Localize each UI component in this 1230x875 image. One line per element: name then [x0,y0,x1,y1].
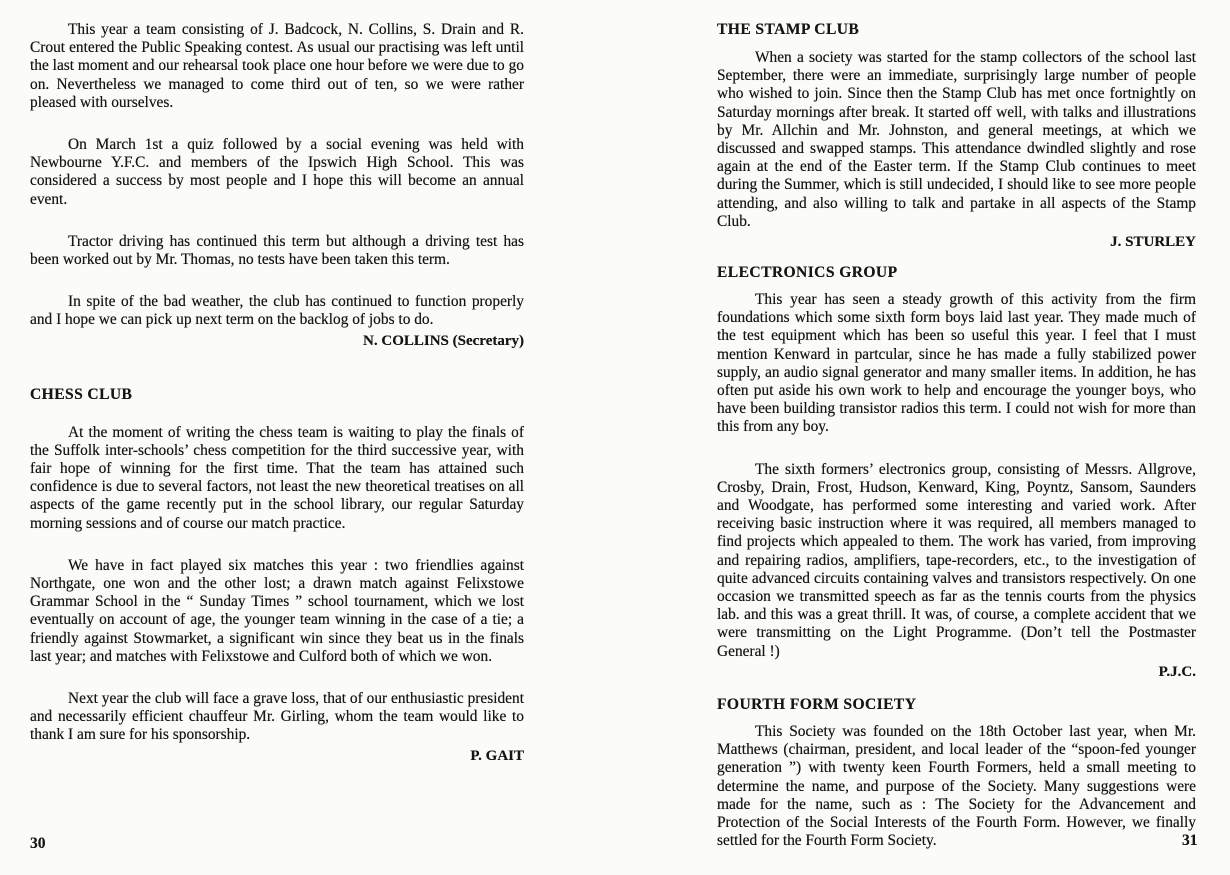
paragraph: Tractor driving has continued this term but although a driving test has been worked out by Mr. Thomas, no tests have been taken this term. [30,232,524,269]
signature: P.J.C. [1158,663,1196,680]
paragraph: We have in fact played six matches this year : two friendlies against Northgate, one won and the other lost; a drawn match against Felixstowe Grammar School in the “ Sunday Times ” school tournament, which we lost eventually on account of age, the younger team winning in the case of a tie; a friendly against Stowmarket, a significant win since they beat us in the finals last year; and matches with Felixstowe and Culford both of which we won. [30,556,524,665]
paragraph: In spite of the bad weather, the club has continued to function properly and I hope we can pick up next term on the backlog of jobs to do. [30,293,524,329]
signature: N. COLLINS (Secretary) [363,332,524,349]
page-right [717,21,1196,850]
signature: P. GAIT [470,747,524,764]
paragraph: When a society was started for the stamp collectors of the school last September, there were an immediate, surprisingly large number of people who wished to join. Since then the Stamp Club has met once fortnightly on Saturday mornings after break. It started off well, with talks and illustrations by Mr. Allchin and Mr. Johnston, and general meetings, at which we discussed and swapped stamps. This attendance dwindled slightly and rose again at the end of the Easter term. If the Stamp Club continues to meet during the Summer, which is still undecided, I should like to see more people attending, and also willing to talk and partake in all aspects of the Stamp Club. [717,49,1196,230]
page-number: 30 [30,835,46,852]
section-heading-stamp-club: THE STAMP CLUB [717,21,860,38]
section-heading-fourth-form-society: FOURTH FORM SOCIETY [717,695,917,713]
signature: J. STURLEY [1110,234,1196,251]
paragraph: The sixth formers’ electronics group, consisting of Messrs. Allgrove, Crosby, Drain, Frost, Hudson, Kenward, King, Poyntz, Sansom, Saunders and Woodgate, has performed some interesting and varied work. After receiving basic instruction where it was required, all members managed to find projects which appealed to them. The work has varied, from improving and repairing radios, amplifiers, tape-recorders, etc., to the investigation of quite advanced circuits containing valves and transistors respectively. On one occasion we transmitted speech as far as the tennis courts from the physics lab. and this was a great thrill. It was, of course, a complete accident that we were transmitting on the Light Programme. (Don’t tell the Postmaster General !) [717,460,1196,660]
page-left [30,21,524,765]
paragraph: This Society was founded on the 18th October last year, when Mr. Matthews (chairman, president, and local leader of the “spoon-fed younger generation ”) with twenty keen Fourth Formers, held a small meeting to determine the name, and purpose of the Society. Many suggestions were made for the name, such as : The Society for the Advancement and Protection of the Social Interests of the Fourth Form. However, we finally settled for the Fourth Form Society. [717,722,1196,850]
paragraph: Next year the club will face a grave loss, that of our enthusiastic president and necessarily efficient chauffeur Mr. Girling, whom the team would like to thank I am sure for his sponsorship. [30,690,524,744]
paragraph: This year has seen a steady growth of this activity from the firm foundations which some sixth form boys laid last year. They made much of the test equipment which has been so useful this year. I feel that I must mention Kenward in partcular, since he has made a fully stabilized power supply, an audio signal generator and many smaller items. In addition, he has often put aside his own work to help and encourage the younger boys, who have been building transistor radios this term. I could not wish for more than this from any boy. [717,291,1196,436]
paragraph: This year a team consisting of J. Badcock, N. Collins, S. Drain and R. Crout entered the Public Speaking contest. As usual our practising was left until the last moment and our rehearsal took place one hour before we were due to go on. Nevertheless we managed to come third out of ten, so we were rather pleased with ourselves. [30,21,524,111]
paragraph: On March 1st a quiz followed by a social evening was held with Newbourne Y.F.C. and members of the Ipswich High School. This was considered a success by most people and I hope this will become an annual event. [30,136,524,208]
section-heading-electronics-group: ELECTRONICS GROUP [717,264,898,282]
page-number: 31 [1182,832,1198,849]
section-heading-chess-club: CHESS CLUB [30,385,133,403]
paragraph: At the moment of writing the chess team is waiting to play the finals of the Suffolk inter-schools’ chess competition for the third successive year, with fair hope of winning for the first time. That the team has attained such confidence is due to several factors, not least the new theoretical treatises on all aspects of the game recently put in the school library, our regular Saturday morning sessions and of course our match practice. [30,423,524,532]
